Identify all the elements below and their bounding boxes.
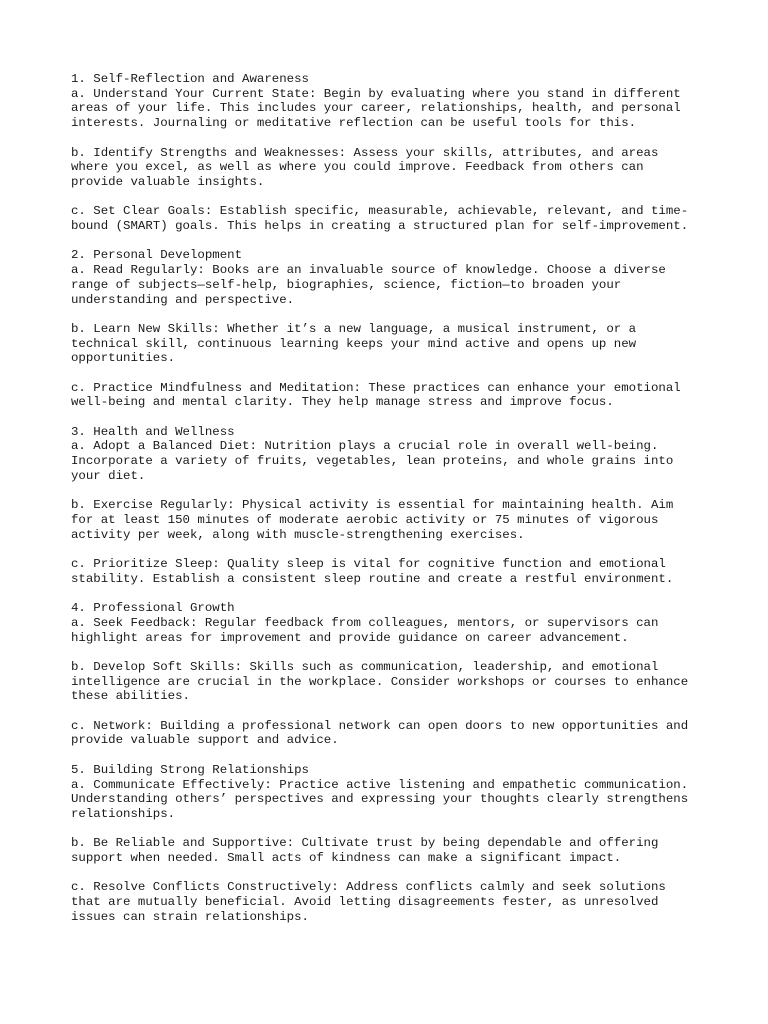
document-body [71,72,711,925]
section-heading: 2. Personal Development [71,248,243,263]
paragraph: b. Develop Soft Skills: Skills such as communication, leadership, and emotional intelligence are crucial in the workplace. Consider workshops or courses to enhance these abilities. [71,659,689,704]
paragraph: b. Be Reliable and Supportive: Cultivate trust by being dependable and offering support when needed. Small acts of kindness can make a significant impact. [71,836,659,866]
paragraph: b. Identify Strengths and Weaknesses: Assess your skills, attributes, and areas where you excel, as well as where you could improve. Feedback from others can provide valuable insights. [71,145,659,189]
section-professional-growth [71,601,711,748]
paragraph: a. Adopt a Balanced Diet: Nutrition plays a crucial role in overall well-being. Incorporate a variety of fruits, vegetables, lean proteins, and whole grains into your diet. [71,439,674,483]
paragraph: c. Network: Building a professional network can open doors to new opportunities and provide valuable support and advice. [71,718,689,748]
section-heading: 4. Professional Growth [71,601,235,616]
section-heading: 5. Building Strong Relationships [71,762,309,777]
paragraph: a. Seek Feedback: Regular feedback from colleagues, mentors, or supervisors can highlight areas for improvement and provide guidance on career advancement. [71,615,659,645]
section-health-wellness [71,425,711,587]
section-heading: 3. Health and Wellness [71,424,235,439]
paragraph: a. Communicate Effectively: Practice active listening and empathetic communication. Understanding others’ perspectives and expressing your thoughts clearly strengthens relationships. [71,777,689,821]
paragraph: a. Read Regularly: Books are an invaluable source of knowledge. Choose a diverse range of subjects—self-help, biographies, science, fiction—to broaden your understanding and perspective. [71,263,666,307]
paragraph: c. Prioritize Sleep: Quality sleep is vital for cognitive function and emotional stability. Establish a consistent sleep routine and create a restful environment. [71,557,674,586]
section-heading: 1. Self-Reflection and Awareness [71,72,309,86]
paragraph: a. Understand Your Current State: Begin by evaluating where you stand in different areas of your life. This includes your career, relationships, health, and personal interests. Journaling or meditative reflection can be useful tools for this. [71,86,681,131]
paragraph: b. Exercise Regularly: Physical activity is essential for maintaining health. Aim for at least 150 minutes of moderate aerobic activity or 75 minutes of vigorous activity per week, along with muscle-strengthening exercises. [71,498,674,542]
paragraph: c. Resolve Conflicts Constructively: Address conflicts calmly and seek solutions that are mutually beneficial. Avoid letting disagreements fester, as unresolved issues can strain relationships. [71,880,666,924]
section-personal-development [71,248,711,410]
paragraph: c. Set Clear Goals: Establish specific, measurable, achievable, relevant, and time- bound (SMART) goals. This helps in creating a structured plan for self-improvement. [71,204,689,233]
paragraph: b. Learn New Skills: Whether it’s a new language, a musical instrument, or a technical skill, continuous learning keeps your mind active and opens up new opportunities. [71,321,637,366]
section-self-reflection [71,72,711,234]
paragraph: c. Practice Mindfulness and Meditation: These practices can enhance your emotional well-being and mental clarity. They help manage stress and improve focus. [71,380,681,410]
section-relationships [71,763,711,925]
